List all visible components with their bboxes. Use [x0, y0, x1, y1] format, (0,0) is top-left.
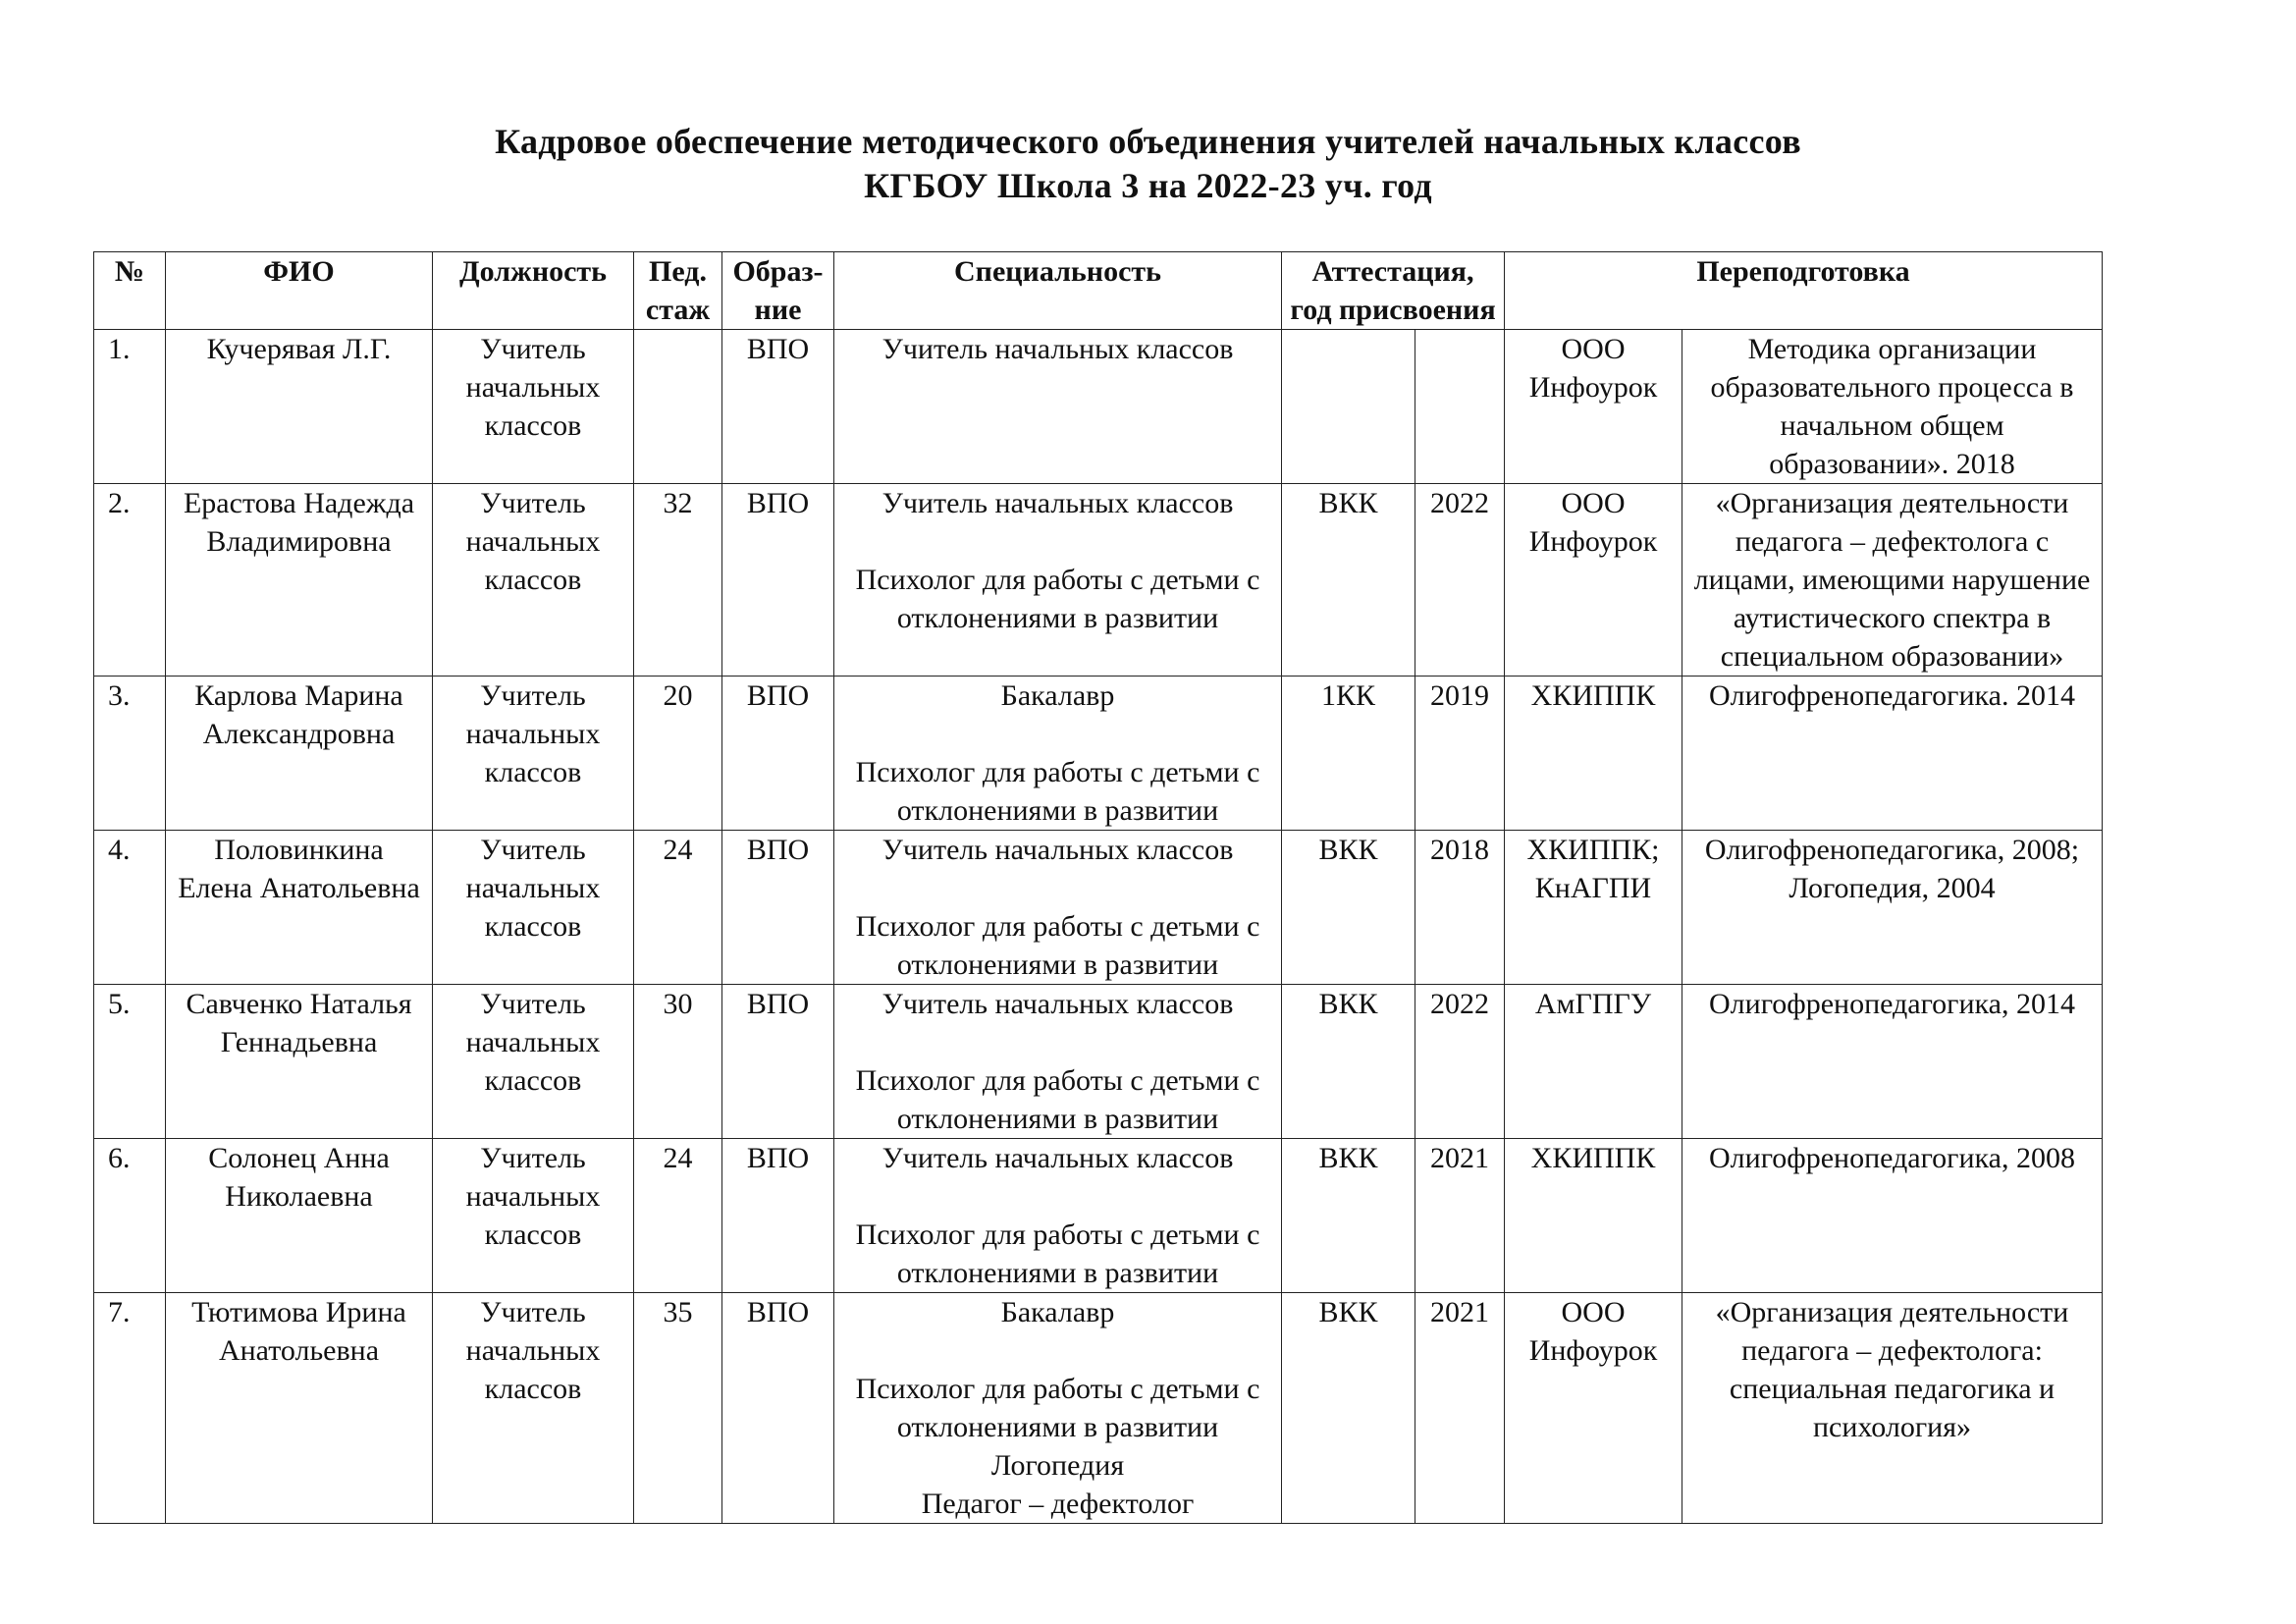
cell-organization	[1505, 985, 1682, 1139]
cell-education: ВПО	[722, 484, 834, 677]
cell-position-line: Учитель	[480, 1296, 586, 1328]
cell-education: ВПО	[722, 677, 834, 831]
cell-course-line: Олигофренопедагогика, 2008;	[1704, 834, 2080, 866]
cell-specialty-line: Психолог для работы с детьми с	[855, 1064, 1260, 1097]
cell-organization-line: Инфоурок	[1528, 525, 1658, 558]
cell-organization-line: ХКИППК	[1530, 679, 1656, 712]
cell-year: 2021	[1415, 1293, 1505, 1524]
line-gap	[836, 1331, 1279, 1370]
cell-specialty	[834, 330, 1282, 484]
cell-education: ВПО	[722, 1293, 834, 1524]
cell-course-line: начальном общем	[1780, 409, 2004, 442]
cell-year	[1415, 330, 1505, 484]
cell-position-line: классов	[484, 409, 582, 442]
cell-name	[166, 831, 433, 985]
cell-specialty-line: отклонениями в развитии	[896, 948, 1219, 981]
table-row	[94, 1139, 2103, 1293]
cell-year: 2019	[1415, 677, 1505, 831]
cell-name-line: Савченко Наталья	[186, 988, 412, 1020]
cell-course	[1682, 1293, 2103, 1524]
table-row	[94, 831, 2103, 985]
cell-name-line: Александровна	[202, 718, 396, 750]
header-education	[722, 252, 834, 330]
cell-education: ВПО	[722, 330, 834, 484]
cell-specialty-line: отклонениями в развитии	[896, 1103, 1219, 1135]
cell-organization-line: Инфоурок	[1528, 1334, 1658, 1367]
cell-specialty-line: Бакалавр	[1000, 679, 1115, 712]
header-specialty: Специальность	[834, 252, 1282, 330]
cell-num: 6.	[94, 1139, 166, 1293]
cell-specialty-line: Бакалавр	[1000, 1296, 1115, 1328]
cell-num: 2.	[94, 484, 166, 677]
cell-specialty-line: Психолог для работы с детьми с	[855, 1218, 1260, 1251]
cell-organization-line: ООО	[1561, 333, 1626, 365]
line-gap	[836, 715, 1279, 753]
cell-position	[433, 1139, 634, 1293]
cell-name-line: Половинкина	[214, 834, 384, 866]
cell-position-line: начальных	[465, 1180, 601, 1213]
cell-position-line: начальных	[465, 1026, 601, 1058]
cell-organization	[1505, 484, 1682, 677]
cell-course	[1682, 985, 2103, 1139]
header-ped-stazh	[634, 252, 722, 330]
cell-category: ВКК	[1282, 1293, 1415, 1524]
table-header-row	[94, 252, 2103, 330]
cell-name	[166, 1139, 433, 1293]
cell-name-line: Солонец Анна	[208, 1142, 390, 1174]
cell-course-line: специальная педагогика и	[1729, 1373, 2056, 1405]
cell-position	[433, 677, 634, 831]
line-gap	[836, 522, 1279, 561]
cell-specialty	[834, 831, 1282, 985]
cell-name-line: Карлова Марина	[194, 679, 403, 712]
cell-num: 7.	[94, 1293, 166, 1524]
line-gap	[836, 1023, 1279, 1061]
cell-position-line: Учитель	[480, 333, 586, 365]
cell-course-line: педагога – дефектолога:	[1741, 1334, 2043, 1367]
cell-specialty-line: Психолог для работы с детьми с	[855, 564, 1260, 596]
cell-course-line: Олигофренопедагогика, 2014	[1709, 988, 2075, 1020]
cell-course-line: Олигофренопедагогика. 2014	[1709, 679, 2075, 712]
cell-education: ВПО	[722, 831, 834, 985]
cell-course-line: специальном образовании»	[1720, 640, 2064, 673]
cell-stazh: 20	[634, 677, 722, 831]
cell-course-line: образовательного процесса в	[1710, 371, 2074, 404]
cell-specialty-line: отклонениями в развитии	[896, 1411, 1219, 1443]
cell-year: 2021	[1415, 1139, 1505, 1293]
cell-num: 1.	[94, 330, 166, 484]
cell-course-line: «Организация деятельности	[1715, 1296, 2069, 1328]
document-title-line-2: КГБОУ Школа 3 на 2022-23 уч. год	[864, 166, 1432, 205]
cell-num: 3.	[94, 677, 166, 831]
cell-category: ВКК	[1282, 484, 1415, 677]
header-fio: ФИО	[166, 252, 433, 330]
cell-position-line: начальных	[465, 1334, 601, 1367]
cell-course-line: образовании». 2018	[1769, 448, 2015, 480]
table-row	[94, 1293, 2103, 1524]
header-education-line: ние	[754, 294, 802, 326]
cell-course	[1682, 1139, 2103, 1293]
cell-position-line: Учитель	[480, 487, 586, 519]
table-row	[94, 330, 2103, 484]
table-row	[94, 484, 2103, 677]
cell-specialty-line: отклонениями в развитии	[896, 794, 1219, 827]
cell-course	[1682, 677, 2103, 831]
cell-name-line: Анатольевна	[218, 1334, 380, 1367]
cell-position-line: Учитель	[480, 1142, 586, 1174]
line-gap	[836, 869, 1279, 907]
cell-specialty	[834, 1293, 1282, 1524]
cell-organization-line: АмГПГУ	[1534, 988, 1652, 1020]
table-row	[94, 677, 2103, 831]
cell-name-line: Геннадьевна	[220, 1026, 378, 1058]
cell-category: ВКК	[1282, 831, 1415, 985]
cell-organization-line: ООО	[1561, 1296, 1626, 1328]
cell-course	[1682, 484, 2103, 677]
table-row	[94, 985, 2103, 1139]
cell-category: ВКК	[1282, 1139, 1415, 1293]
cell-category	[1282, 330, 1415, 484]
cell-position	[433, 1293, 634, 1524]
cell-specialty-line: Учитель начальных классов	[881, 834, 1234, 866]
cell-position-line: начальных	[465, 718, 601, 750]
cell-education: ВПО	[722, 985, 834, 1139]
cell-specialty	[834, 677, 1282, 831]
cell-specialty-line: Логопедия	[990, 1449, 1125, 1482]
header-retraining: Переподготовка	[1505, 252, 2103, 330]
cell-specialty-line: Психолог для работы с детьми с	[855, 910, 1260, 943]
cell-category: 1КК	[1282, 677, 1415, 831]
cell-organization-line: Инфоурок	[1528, 371, 1658, 404]
cell-name-line: Елена Анатольевна	[178, 872, 420, 904]
header-attestation-line: год присвоения	[1290, 294, 1496, 326]
cell-position-line: Учитель	[480, 834, 586, 866]
cell-specialty-line: Педагог – дефектолог	[921, 1488, 1195, 1520]
cell-organization	[1505, 1293, 1682, 1524]
header-attestation-line: Аттестация,	[1311, 255, 1474, 288]
cell-name-line: Владимировна	[206, 525, 392, 558]
cell-specialty-line: Психолог для работы с детьми с	[855, 1373, 1260, 1405]
cell-position-line: Учитель	[480, 679, 586, 712]
cell-organization	[1505, 831, 1682, 985]
cell-name	[166, 677, 433, 831]
document-title-line-1: Кадровое обеспечение методического объединения учителей начальных классов	[495, 122, 1801, 161]
cell-position	[433, 831, 634, 985]
cell-name-line: Кучерявая Л.Г.	[206, 333, 392, 365]
cell-position-line: Учитель	[480, 988, 586, 1020]
cell-stazh: 24	[634, 831, 722, 985]
cell-name-line: Тютимова Ирина	[191, 1296, 406, 1328]
cell-course	[1682, 330, 2103, 484]
cell-course-line: Логопедия, 2004	[1789, 872, 1996, 904]
cell-specialty-line: отклонениями в развитии	[896, 1257, 1219, 1289]
cell-position-line: классов	[484, 756, 582, 788]
cell-num: 4.	[94, 831, 166, 985]
cell-organization-line: КнАГПИ	[1534, 872, 1652, 904]
cell-specialty-line: Учитель начальных классов	[881, 333, 1234, 365]
cell-name-line: Николаевна	[225, 1180, 373, 1213]
cell-specialty	[834, 484, 1282, 677]
cell-position	[433, 330, 634, 484]
cell-category: ВКК	[1282, 985, 1415, 1139]
cell-year: 2018	[1415, 831, 1505, 985]
cell-specialty	[834, 1139, 1282, 1293]
cell-position-line: начальных	[465, 525, 601, 558]
header-ped-stazh-line: Пед.	[649, 255, 707, 288]
cell-stazh: 35	[634, 1293, 722, 1524]
cell-course-line: аутистического спектра в	[1733, 602, 2052, 634]
cell-organization	[1505, 330, 1682, 484]
cell-position-line: классов	[484, 1373, 582, 1405]
cell-specialty-line: Учитель начальных классов	[881, 487, 1234, 519]
cell-name	[166, 330, 433, 484]
cell-position	[433, 985, 634, 1139]
cell-position-line: начальных	[465, 872, 601, 904]
cell-position-line: классов	[484, 910, 582, 943]
cell-course	[1682, 831, 2103, 985]
cell-name	[166, 484, 433, 677]
cell-name	[166, 1293, 433, 1524]
cell-specialty-line: Учитель начальных классов	[881, 1142, 1234, 1174]
cell-specialty-line: отклонениями в развитии	[896, 602, 1219, 634]
cell-organization	[1505, 1139, 1682, 1293]
cell-specialty-line: Психолог для работы с детьми с	[855, 756, 1260, 788]
cell-position-line: классов	[484, 564, 582, 596]
cell-position-line: классов	[484, 1064, 582, 1097]
header-education-line: Образ-	[732, 255, 824, 288]
cell-stazh	[634, 330, 722, 484]
header-num: №	[94, 252, 166, 330]
cell-organization-line: ХКИППК;	[1526, 834, 1660, 866]
cell-specialty-line: Учитель начальных классов	[881, 988, 1234, 1020]
cell-name-line: Ерастова Надежда	[183, 487, 415, 519]
cell-stazh: 24	[634, 1139, 722, 1293]
cell-education: ВПО	[722, 1139, 834, 1293]
cell-course-line: «Организация деятельности	[1715, 487, 2069, 519]
cell-organization	[1505, 677, 1682, 831]
cell-position-line: классов	[484, 1218, 582, 1251]
cell-name	[166, 985, 433, 1139]
table-body	[94, 330, 2103, 1524]
cell-course-line: психология»	[1813, 1411, 1972, 1443]
cell-position	[433, 484, 634, 677]
cell-course-line: Методика организации	[1747, 333, 2037, 365]
cell-position-line: начальных	[465, 371, 601, 404]
header-attestation	[1282, 252, 1505, 330]
cell-stazh: 30	[634, 985, 722, 1139]
cell-specialty	[834, 985, 1282, 1139]
cell-course-line: педагога – дефектолога с	[1735, 525, 2050, 558]
cell-organization-line: ООО	[1561, 487, 1626, 519]
cell-organization-line: ХКИППК	[1530, 1142, 1656, 1174]
staff-table	[93, 251, 2103, 1524]
header-ped-stazh-line: стаж	[645, 294, 711, 326]
header-position: Должность	[433, 252, 634, 330]
cell-stazh: 32	[634, 484, 722, 677]
cell-year: 2022	[1415, 484, 1505, 677]
cell-course-line: лицами, имеющими нарушение	[1693, 564, 2091, 596]
cell-num: 5.	[94, 985, 166, 1139]
line-gap	[836, 1177, 1279, 1216]
cell-course-line: Олигофренопедагогика, 2008	[1709, 1142, 2075, 1174]
cell-year: 2022	[1415, 985, 1505, 1139]
